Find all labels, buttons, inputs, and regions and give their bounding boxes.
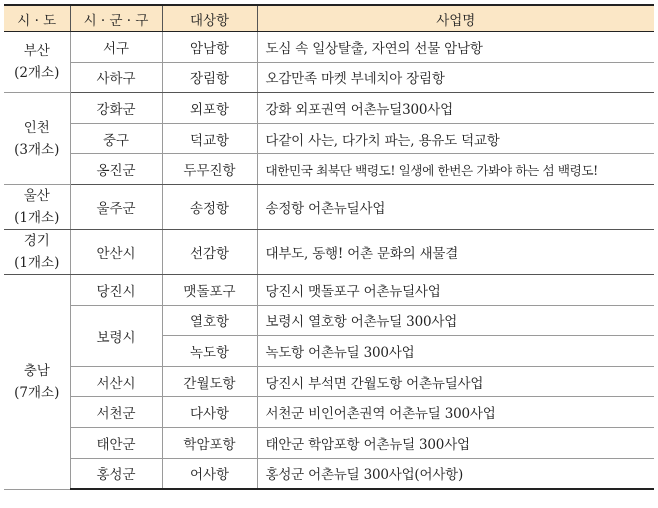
table-row <box>4 123 654 154</box>
sido-count: (2개소) <box>14 65 60 82</box>
sigungu-cell: 홍성군 <box>70 458 162 489</box>
project-cell: 대한민국 최북단 백령도! 일생에 한번은 가봐야 하는 섬 백령도! <box>257 154 654 185</box>
table-row <box>4 229 654 274</box>
sido-count: (1개소) <box>14 209 60 226</box>
header-sido: 시 · 도 <box>4 5 70 32</box>
project-cell: 당진시 부석면 간월도항 어촌뉴딜사업 <box>257 366 654 397</box>
sigungu-cell: 사하구 <box>70 62 162 93</box>
table-row <box>4 274 654 305</box>
sido-name: 충남 <box>23 362 50 379</box>
project-cell: 당진시 맷돌포구 어촌뉴딜사업 <box>257 274 654 305</box>
header-row <box>4 5 654 32</box>
project-cell: 대부도, 동행! 어촌 문화의 새물결 <box>257 229 654 274</box>
port-cell: 녹도항 <box>162 336 257 367</box>
project-cell: 송정항 어촌뉴딜사업 <box>257 184 654 229</box>
sido-cell-incheon <box>4 93 70 185</box>
project-cell: 도심 속 일상탈출, 자연의 선물 암남항 <box>257 32 654 63</box>
port-cell: 어사항 <box>162 458 257 489</box>
sido-count: (7개소) <box>14 384 60 401</box>
sido-cell-busan <box>4 32 70 93</box>
port-cell: 덕교항 <box>162 123 257 154</box>
sido-count: (1개소) <box>14 254 60 271</box>
project-cell: 보령시 열호항 어촌뉴딜 300사업 <box>257 305 654 336</box>
project-cell: 서천군 비인어촌권역 어촌뉴딜 300사업 <box>257 397 654 428</box>
table-container <box>4 4 654 490</box>
table-row <box>4 93 654 124</box>
header-project: 사업명 <box>257 5 654 32</box>
project-cell: 홍성군 어촌뉴딜 300사업(어사항) <box>257 458 654 489</box>
sido-cell-ulsan <box>4 184 70 229</box>
project-cell: 다같이 사는, 다가치 파는, 용유도 덕교항 <box>257 123 654 154</box>
sigungu-cell: 태안군 <box>70 427 162 458</box>
sido-count: (3개소) <box>14 141 60 158</box>
sido-name: 인천 <box>23 119 50 136</box>
port-cell: 다사항 <box>162 397 257 428</box>
sido-cell-gyeonggi <box>4 229 70 274</box>
sigungu-cell: 옹진군 <box>70 154 162 185</box>
sido-name: 경기 <box>23 232 50 249</box>
table-row <box>4 184 654 229</box>
header-sigungu: 시 · 군 · 구 <box>70 5 162 32</box>
sido-name: 부산 <box>23 43 50 60</box>
port-cell: 맷돌포구 <box>162 274 257 305</box>
sigungu-cell: 서구 <box>70 32 162 63</box>
project-cell: 오감만족 마켓 부네치아 장림항 <box>257 62 654 93</box>
port-cell: 두무진항 <box>162 154 257 185</box>
table-row <box>4 427 654 458</box>
header-port: 대상항 <box>162 5 257 32</box>
port-cell: 간월도항 <box>162 366 257 397</box>
sido-name: 울산 <box>23 187 50 204</box>
project-cell: 강화 외포권역 어촌뉴딜300사업 <box>257 93 654 124</box>
table-row <box>4 32 654 63</box>
project-cell: 녹도항 어촌뉴딜 300사업 <box>257 336 654 367</box>
sigungu-cell: 안산시 <box>70 229 162 274</box>
sigungu-cell: 강화군 <box>70 93 162 124</box>
sigungu-cell: 서산시 <box>70 366 162 397</box>
table-row <box>4 62 654 93</box>
port-cell: 외포항 <box>162 93 257 124</box>
port-cell: 암남항 <box>162 32 257 63</box>
sigungu-cell: 울주군 <box>70 184 162 229</box>
table-row <box>4 458 654 489</box>
port-cell: 학암포항 <box>162 427 257 458</box>
project-table <box>4 4 654 490</box>
table-row <box>4 366 654 397</box>
port-cell: 선감항 <box>162 229 257 274</box>
port-cell: 열호항 <box>162 305 257 336</box>
port-cell: 장림항 <box>162 62 257 93</box>
sigungu-cell: 당진시 <box>70 274 162 305</box>
table-row <box>4 397 654 428</box>
table-row <box>4 154 654 185</box>
sido-cell-chungnam <box>4 274 70 489</box>
sigungu-cell: 중구 <box>70 123 162 154</box>
project-cell: 태안군 학암포항 어촌뉴딜 300사업 <box>257 427 654 458</box>
table-row <box>4 305 654 336</box>
sigungu-cell: 보령시 <box>70 305 162 366</box>
port-cell: 송정항 <box>162 184 257 229</box>
sigungu-cell: 서천군 <box>70 397 162 428</box>
